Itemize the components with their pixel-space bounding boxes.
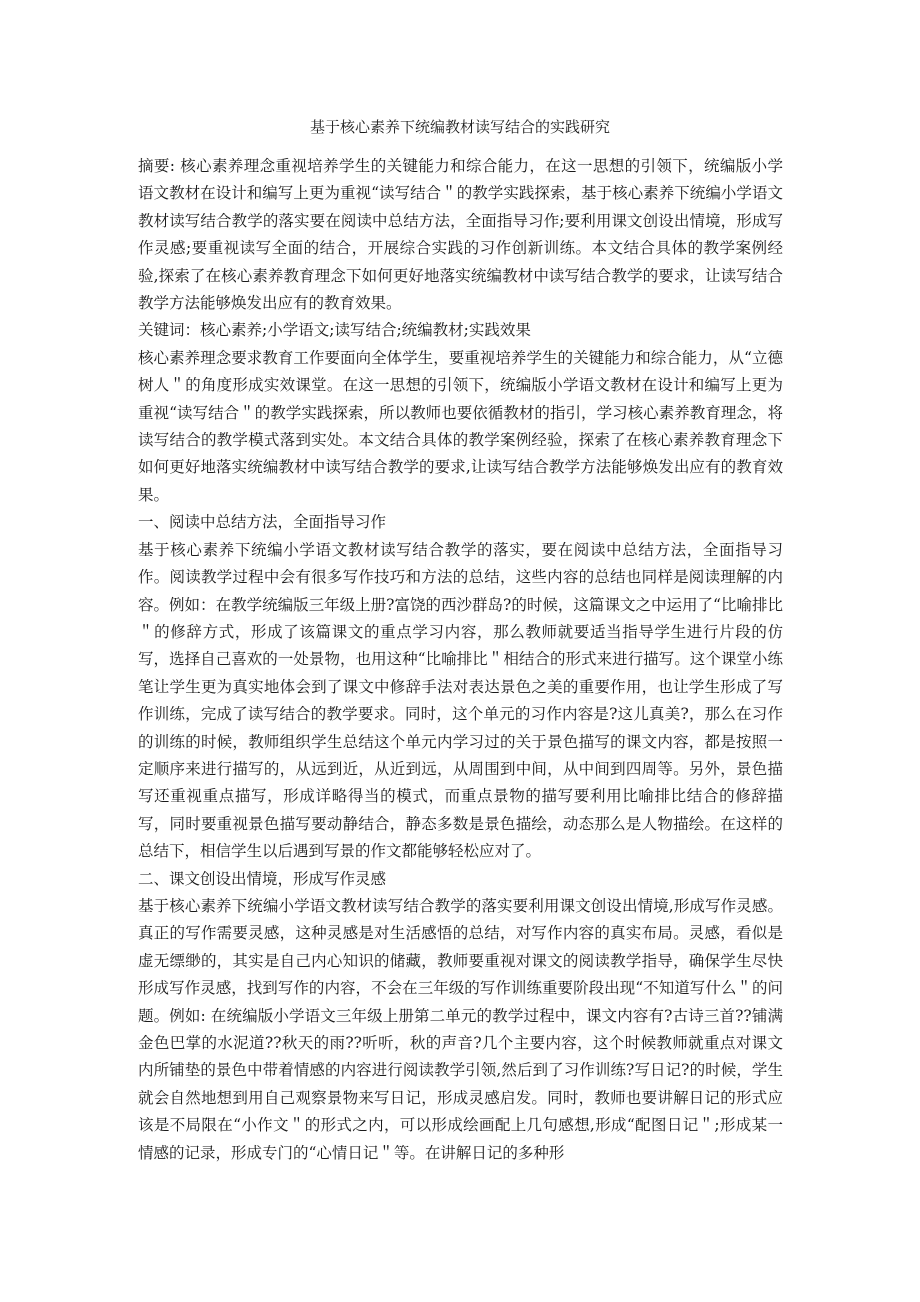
document-title: 基于核心素养下统编教材读写结合的实践研究 (309, 118, 610, 136)
keywords-paragraph: 关键词：核心素养;小学语文;读写结合;统编教材;实践效果 (138, 321, 531, 340)
section-heading-1: 一、阅读中总结方法，全面指导习作 (138, 513, 387, 532)
intro-paragraph: 核心素养理念要求教育工作要面向全体学生，要重视培养学生的关键能力和综合能力，从“立德树人＂的角度形成实效课堂。在这一思想的引领下，统编版小学语文教材在设计和编写上更为重视“读写结合＂的教学实践探索，所以教师也要依循教材的指引，学习核心素养教育理念，将读写结合的教学模式落到实处。本文结合具体的教学案例经验，探索了在核心素养教育理念下如何更好地落实统编教材中读写结合教学的要求,让读写结合教学方法能够焕发出应有的教育效果。 (138, 348, 783, 504)
section-heading-2: 二、课文创设出情境，形成写作灵感 (138, 869, 387, 888)
section-paragraph-1: 基于核心素养下统编小学语文教材读写结合教学的落实，要在阅读中总结方法，全面指导习作。阅读教学过程中会有很多写作技巧和方法的总结，这些内容的总结也同样是阅读理解的内容。例如：在教学统编版三年级上册?富饶的西沙群岛?的时候，这篇课文之中运用了“比喻排比＂的修辞方式，形成了该篇课文的重点学习内容，那么教师就要适当指导学生进行片段的仿写，选择自己喜欢的一处景物，也用这种“比喻排比＂相结合的形式来进行描写。这个课堂小练笔让学生更为真实地体会到了课文中修辞手法对表达景色之美的重要作用，也让学生形成了写作训练，完成了读写结合的教学要求。同时，这个单元的习作内容是?这儿真美?，那么在习作的训练的时候，教师组织学生总结这个单元内学习过的关于景色描写的课文内容，都是按照一定顺序来进行描写的，从远到近，从近到远，从周围到中间，从中间到四周等。另外，景色描写还重视重点描写，形成详略得当的模式，而重点景物的描写要利用比喻排比结合的修辞描写，同时要重视景色描写要动静结合，静态多数是景色描绘，动态那么是人物描绘。在这样的总结下，相信学生以后遇到写景的作文都能够轻松应对了。 (138, 540, 783, 861)
abstract-paragraph: 摘要: 核心素养理念重视培养学生的关键能力和综合能力，在这一思想的引领下，统编版小学语文教材在设计和编写上更为重视“读写结合＂的教学实践探索，基于核心素养下统编小学语文教材读写结合教学的落实要在阅读中总结方法，全面指导习作;要利用课文创设出情境，形成写作灵感;要重视读写全面的结合，开展综合实践的习作创新训练。本文结合具体的教学案例经验,探索了在核心素养教育理念下如何更好地落实统编教材中读写结合教学的要求，让读写结合教学方法能够焕发出应有的教育效果。 (138, 157, 783, 313)
section-paragraph-2: 基于核心素养下统编小学语文教材读写结合教学的落实要利用课文创设出情境,形成写作灵感。真正的写作需要灵感，这种灵感是对生活感悟的总结，对写作内容的真实布局。灵感，看似是虚无缥缈的，其实是自己内心知识的储藏，教师要重视对课文的阅读教学指导，确保学生尽快形成写作灵感，找到写作的内容，不会在三年级的写作训练重要阶段出现“不知道写什么＂的问题。例如: 在统编版小学语文三年级上册第二单元的教学过程中，课文内容有?古诗三首??铺满金色巴掌的水泥道??秋天的雨??听听，秋的声音?几个主要内容，这个时候教师就重点对课文内所铺垫的景色中带着情感的内容进行阅读教学引领,然后到了习作训练?写日记?的时候，学生就会自然地想到用自己观察景物来写日记，形成灵感启发。同时，教师也要讲解日记的形式应该是不局限在“小作文＂的形式之内，可以形成绘画配上几句感想,形成“配图日记＂;形成某一情感的记录，形成专门的“心情日记＂等。在讲解日记的多种形 (138, 896, 783, 1162)
document-body (138, 153, 783, 1167)
